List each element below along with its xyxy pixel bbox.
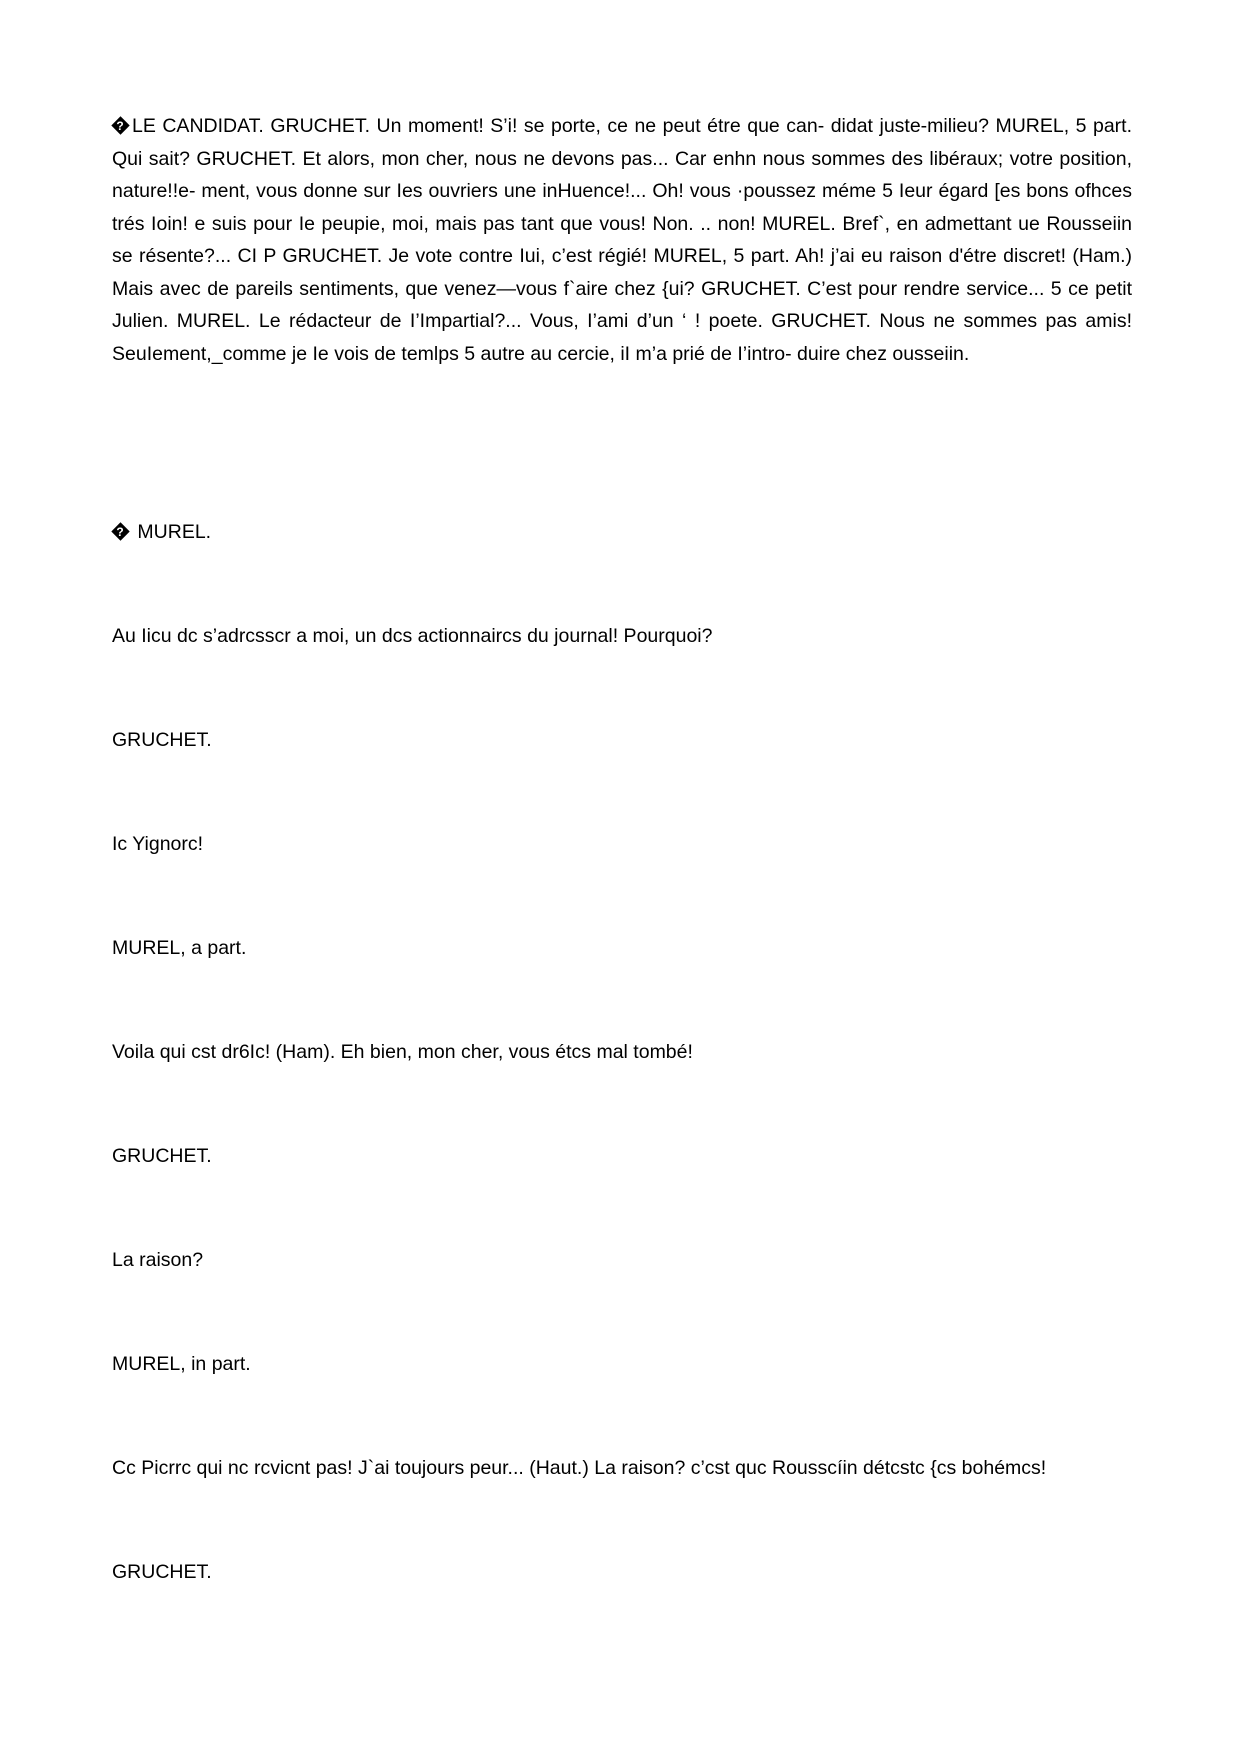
intro-paragraph-text: LE CANDIDAT. GRUCHET. Un moment! S’i! se porte, ce ne peut étre que can- didat juste-milieu? MUREL, 5 part. Qui sait? GRUCHET. Et alors, mon cher, nous ne devons pas... Car enhn nous sommes des libéraux; votre position, nature!!e- ment, vous donne sur Ies ouvriers une inHuence!... Oh! vous ·poussez méme 5 Ieur égard [es bons ofhces trés Ioin! e suis pour Ie peupie, moi, mais pas tant que vous! Non. .. non! MUREL. Bref`, en admettant ue Rousseiin se résente?... CI P GRUCHET. Je vote contre Iui, c’est régié! MUREL, 5 part. Ah! j’ai eu raison d'étre discret! (Ham.) Mais avec de pareils sentiments, que venez—vous f`aire chez {ui? GRUCHET. C’est pour rendre service... 5 ce petit Julien. MUREL. Le rédacteur de I’Impartial?... Vous, I’ami d’un ‘ ! poete. GRUCHET. Nous ne sommes pas amis! SeuIement,_comme je Ie vois de temlps 5 autre au cercie, iI m’a prié de I’intro- duire chez ousseiin. bbox=[112, 115, 1132, 365]
speaker-name: MUREL. bbox=[137, 521, 212, 543]
speaker-line: GRUCHET. bbox=[112, 1561, 212, 1583]
speaker-line: MUREL, a part. bbox=[112, 937, 247, 959]
dialogue-line: La raison? bbox=[112, 1249, 204, 1271]
murel-speaker-heading bbox=[112, 516, 1132, 549]
dialogue-line: Ic Yignorc! bbox=[112, 833, 204, 855]
speaker-line: MUREL, in part. bbox=[112, 1353, 251, 1375]
speaker-line: GRUCHET. bbox=[112, 729, 212, 751]
dialogue-line: Voila qui cst dr6Ic! (Ham). Eh bien, mon cher, vous étcs mal tombé! bbox=[112, 1041, 693, 1063]
replacement-character-icon: ? bbox=[112, 117, 128, 135]
replacement-character-icon: ? bbox=[112, 523, 128, 541]
intro-paragraph bbox=[112, 110, 1132, 370]
dialogue-line: Au Iicu dc s’adrcsscr a moi, un dcs actionnaircs du journal! Pourquoi? bbox=[112, 625, 713, 647]
speaker-line: GRUCHET. bbox=[112, 1145, 212, 1167]
dialogue-line: Cc Picrrc qui nc rcvicnt pas! J`ai toujours peur... (Haut.) La raison? c’cst quc Rousscíin détcstc {cs bohémcs! bbox=[112, 1457, 1047, 1479]
